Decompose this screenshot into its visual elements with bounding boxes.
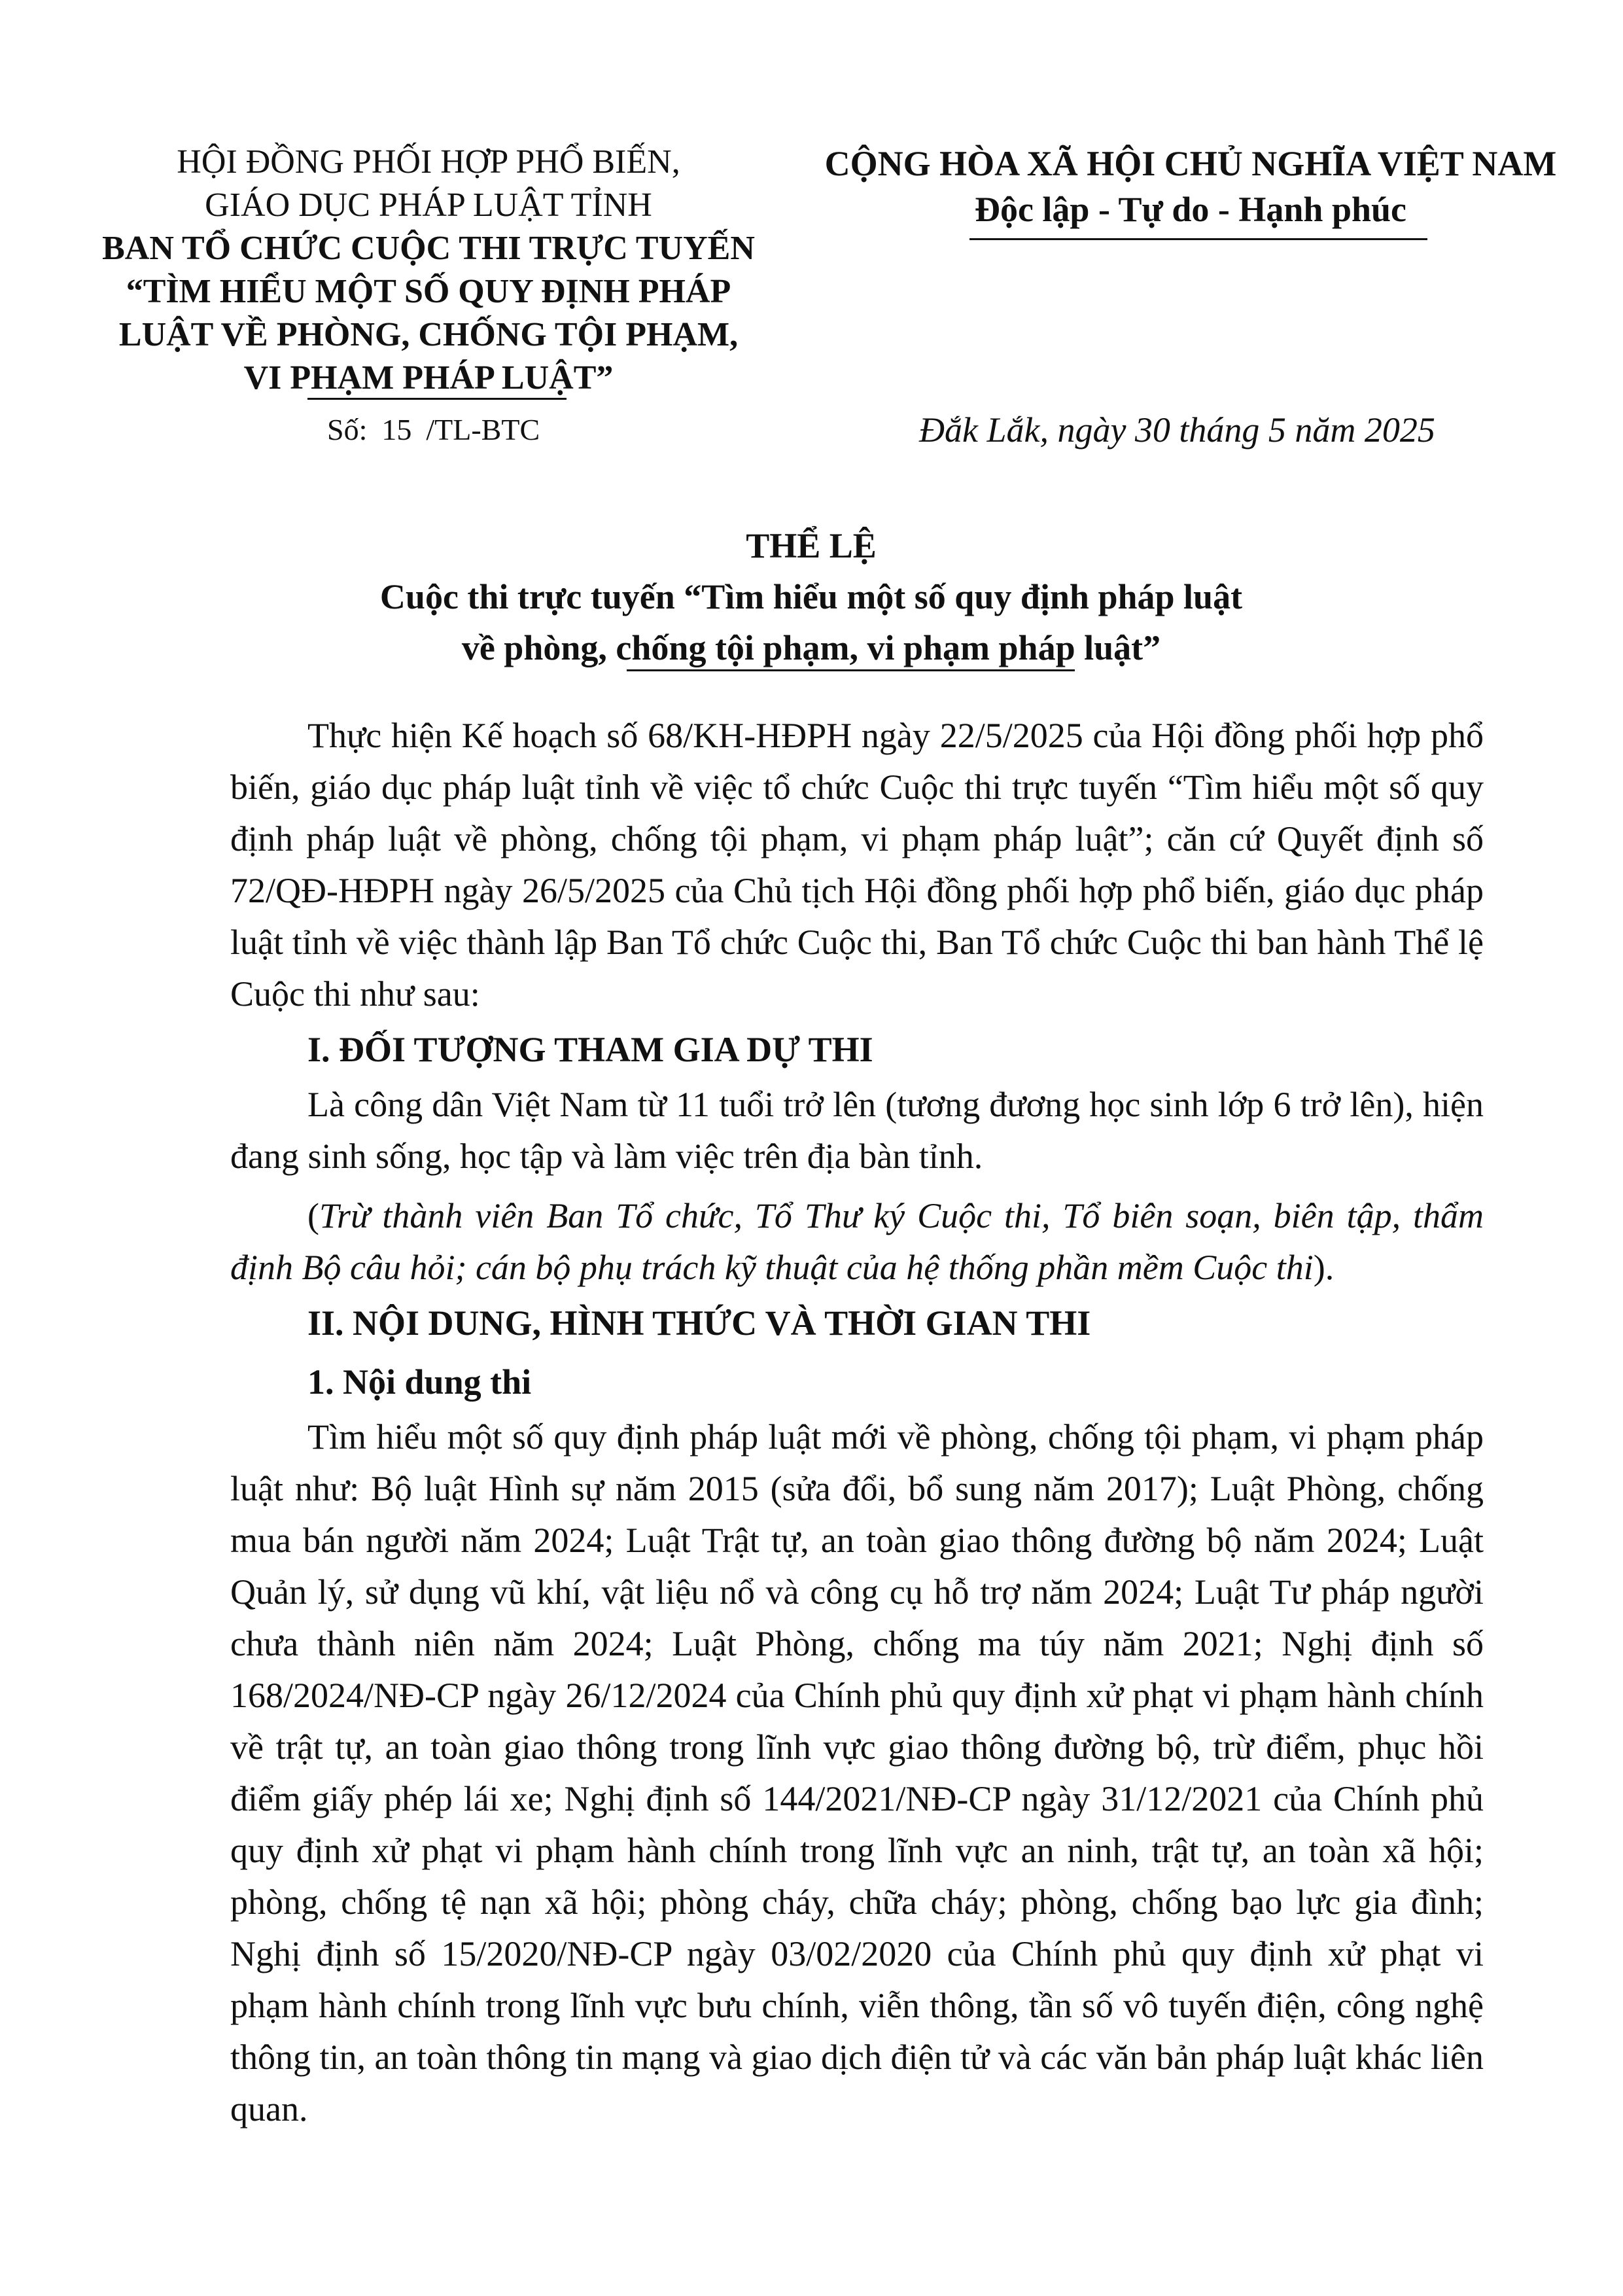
doc-number-prefix: Số: — [327, 413, 368, 446]
org-line-1: HỘI ĐỒNG PHỐI HỢP PHỔ BIẾN, — [177, 143, 680, 181]
org-underline — [307, 398, 567, 400]
document-title — [196, 520, 1426, 673]
intro-paragraph: Thực hiện Kế hoạch số 68/KH-HĐPH ngày 22/5/2025 của Hội đồng phối hợp phổ biến, giáo dục pháp luật tỉnh về việc tổ chức Cuộc thi trực tuyến “Tìm hiểu một số quy định pháp luật về phòng, chống tội phạm, vi phạm pháp luật”; căn cứ Quyết định số 72/QĐ-HĐPH ngày 26/5/2025 của Chủ tịch Hội đồng phối hợp phổ biến, giáo dục pháp luật tỉnh về việc thành lập Ban Tổ chức Cuộc thi, Ban Tổ chức Cuộc thi ban hành Thể lệ Cuộc thi như sau: — [230, 716, 1484, 1014]
document-subtitle-line-2: về phòng, chống tội phạm, vi phạm pháp luật” — [461, 628, 1161, 667]
org-line-2: GIÁO DỤC PHÁP LUẬT TỈNH — [205, 186, 652, 224]
document-type: THỂ LỆ — [746, 526, 877, 565]
section-1-note — [230, 1190, 1484, 1294]
national-motto: Độc lập - Tự do - Hạnh phúc — [974, 190, 1407, 229]
subsection-1-paragraph: Tìm hiểu một số quy định pháp luật mới về phòng, chống tội phạm, vi phạm pháp luật như: Bộ luật Hình sự năm 2015 (sửa đổi, bổ sung năm 2017); Luật Phòng, chống mua bán người năm 2024; Luật Trật tự, an toàn giao thông đường bộ năm 2024; Luật Quản lý, sử dụng vũ khí, vật liệu nổ và công cụ hỗ trợ năm 2024; Luật Tư pháp người chưa thành niên năm 2024; Luật Phòng, chống ma túy năm 2021; Nghị định số 168/2024/NĐ-CP ngày 26/12/2024 của Chính phủ quy định xử phạt vi phạm hành chính về trật tự, an toàn giao thông trong lĩnh vực giao thông đường bộ, trừ điểm, phục hồi điểm giấy phép lái xe; Nghị định số 144/2021/NĐ-CP ngày 31/12/2021 của Chính phủ quy định xử phạt vi phạm hành chính trong lĩnh vực an ninh, trật tự, an toàn xã hội; phòng, chống tệ nạn xã hội; phòng cháy, chữa cháy; phòng, chống bạo lực gia đình; Nghị định số 15/2020/NĐ-CP ngày 03/02/2020 của Chính phủ quy định xử phạt vi phạm hành chính trong lĩnh vực bưu chính, viễn thông, tần số vô tuyến điện, công nghệ thông tin, an toàn thông tin mạng và giao dịch điện tử và các văn bản pháp luật khác liên quan. — [230, 1417, 1484, 2128]
subsection-1-heading: 1. Nội dung thi — [307, 1362, 532, 1402]
national-header — [811, 141, 1570, 232]
issuing-organization — [98, 141, 759, 400]
note-close-paren: ). — [1313, 1248, 1335, 1287]
org-line-3: BAN TỔ CHỨC CUỘC THI TRỰC TUYẾN — [102, 230, 755, 267]
org-line-5: LUẬT VỀ PHÒNG, CHỐNG TỘI PHẠM, — [118, 316, 739, 353]
doc-number-suffix: /TL-BTC — [426, 413, 540, 446]
note-exclusions: Trừ thành viên Ban Tổ chức, Tổ Thư ký Cuộc thi, Tổ biên soạn, biên tập, thẩm định Bộ câu hỏi; cán bộ phụ trách kỹ thuật của hệ thống phần mềm Cuộc thi — [230, 1196, 1484, 1287]
section-1-paragraph: Là công dân Việt Nam từ 11 tuổi trở lên (tương đương học sinh lớp 6 trở lên), hiện đang sinh sống, học tập và làm việc trên địa bàn tỉnh. — [230, 1085, 1484, 1176]
document-number — [327, 412, 540, 447]
title-underline — [627, 669, 1075, 671]
org-line-4: “TÌM HIỂU MỘT SỐ QUY ĐỊNH PHÁP — [126, 273, 731, 310]
nation-name: CỘNG HÒA XÃ HỘI CHỦ NGHĨA VIỆT NAM — [824, 144, 1557, 183]
note-open-paren: ( — [307, 1196, 319, 1235]
motto-underline — [969, 238, 1427, 240]
section-2-heading: II. NỘI DUNG, HÌNH THỨC VÀ THỜI GIAN THI — [307, 1303, 1091, 1343]
section-1-heading: I. ĐỐI TƯỢNG THAM GIA DỰ THI — [307, 1030, 873, 1069]
place-and-date: Đắk Lắk, ngày 30 tháng 5 năm 2025 — [919, 410, 1435, 450]
document-body — [230, 710, 1484, 2135]
document-subtitle-line-1: Cuộc thi trực tuyến “Tìm hiểu một số quy định pháp luật — [379, 577, 1243, 616]
org-line-6: VI PHẠM PHÁP LUẬT” — [243, 359, 614, 397]
doc-number-value: 15 — [381, 413, 412, 446]
